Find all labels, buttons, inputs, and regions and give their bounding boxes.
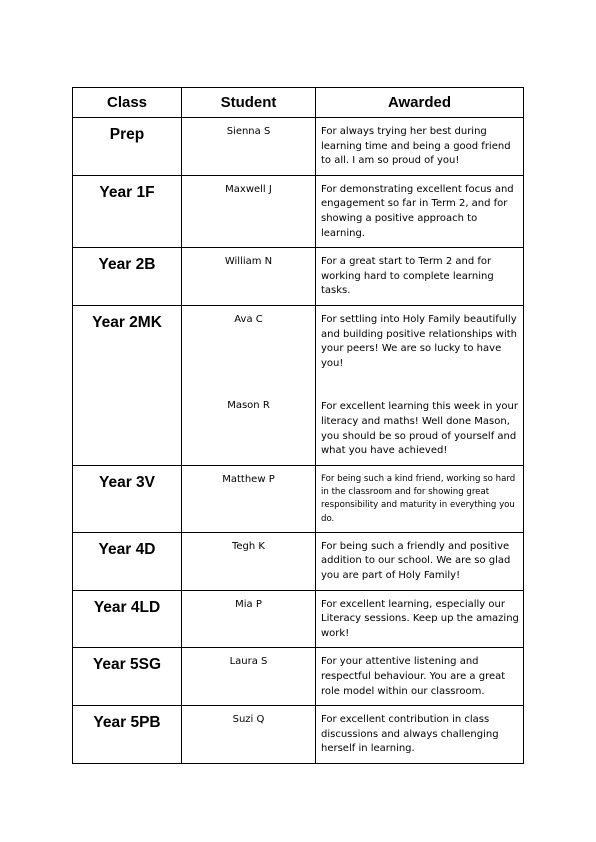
student-name: Ava C bbox=[234, 313, 263, 325]
table-row bbox=[73, 175, 524, 247]
student-cell: William N bbox=[182, 248, 316, 306]
class-cell: Year 1F bbox=[73, 175, 182, 247]
table-row bbox=[73, 465, 524, 532]
class-cell: Year 4D bbox=[73, 532, 182, 590]
table-row bbox=[73, 118, 524, 176]
table-row bbox=[73, 248, 524, 306]
student-cell: Laura S bbox=[182, 648, 316, 706]
class-cell: Prep bbox=[73, 118, 182, 176]
awarded-text: For settling into Holy Family beautifully and building positive relationships with your peers! We are so lucky to have you! bbox=[321, 313, 518, 369]
table-row bbox=[73, 532, 524, 590]
class-cell: Year 3V bbox=[73, 465, 182, 532]
table-row bbox=[73, 590, 524, 648]
awarded-cell: For being such a friendly and positive addition to our school. We are so glad you are part of Holy Family! bbox=[316, 532, 524, 590]
student-cell: Sienna S bbox=[182, 118, 316, 176]
table-row bbox=[73, 706, 524, 764]
table-row bbox=[73, 648, 524, 706]
student-cell bbox=[182, 305, 316, 465]
class-cell: Year 5SG bbox=[73, 648, 182, 706]
awarded-text: For excellent learning this week in your literacy and maths! Well done Mason, you should be so proud of yourself and what you have achieved! bbox=[321, 401, 518, 457]
awarded-cell bbox=[316, 305, 524, 465]
class-cell: Year 4LD bbox=[73, 590, 182, 648]
student-cell: Maxwell J bbox=[182, 175, 316, 247]
student-cell: Mia P bbox=[182, 590, 316, 648]
awarded-cell: For a great start to Term 2 and for working hard to complete learning tasks. bbox=[316, 248, 524, 306]
header-class: Class bbox=[73, 88, 182, 118]
student-name: Mason R bbox=[227, 399, 270, 411]
header-student: Student bbox=[182, 88, 316, 118]
header-row bbox=[73, 88, 524, 118]
awarded-cell: For demonstrating excellent focus and engagement so far in Term 2, and for showing a positive approach to learning. bbox=[316, 175, 524, 247]
awarded-cell: For your attentive listening and respectful behaviour. You are a great role model within our classroom. bbox=[316, 648, 524, 706]
awarded-cell: For being such a kind friend, working so hard in the classroom and for showing great responsibility and maturity in everything you do. bbox=[316, 465, 524, 532]
student-cell: Tegh K bbox=[182, 532, 316, 590]
awarded-cell: For always trying her best during learning time and being a good friend to all. I am so proud of you! bbox=[316, 118, 524, 176]
class-cell: Year 2MK bbox=[73, 305, 182, 465]
student-cell: Suzi Q bbox=[182, 706, 316, 764]
class-cell: Year 2B bbox=[73, 248, 182, 306]
header-awarded: Awarded bbox=[316, 88, 524, 118]
awarded-cell: For excellent contribution in class discussions and always challenging herself in learning. bbox=[316, 706, 524, 764]
table-row bbox=[73, 305, 524, 465]
awards-table bbox=[72, 87, 524, 764]
class-cell: Year 5PB bbox=[73, 706, 182, 764]
awarded-cell: For excellent learning, especially our Literacy sessions. Keep up the amazing work! bbox=[316, 590, 524, 648]
student-cell: Matthew P bbox=[182, 465, 316, 532]
